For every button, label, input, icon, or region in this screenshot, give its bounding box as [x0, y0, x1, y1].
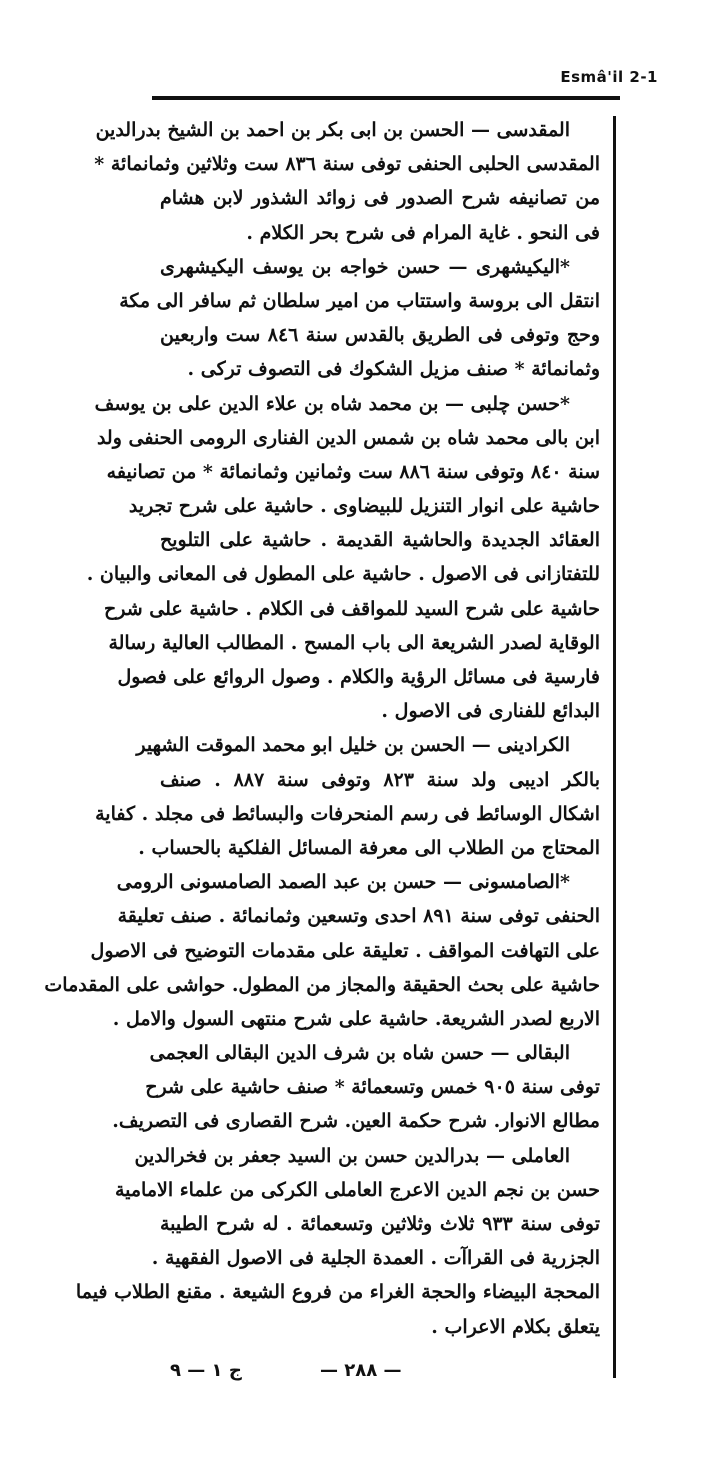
- header-code: Esmâ'il 2-1: [560, 68, 658, 86]
- text-line: مطالع الانوار. شرح حكمة العين. شرح القصارى فى التصريف.: [112, 1110, 600, 1133]
- text-line: ابن بالى محمد شاه بن شمس الدين الفنارى الرومى الحنفى ولد: [96, 426, 600, 449]
- volume-reference: ج ١ — ٩: [170, 1360, 242, 1381]
- text-line: الحنفى توفى سنة ٨٩١ احدى وتسعين وثمانمائة . صنف تعليقة: [117, 905, 600, 928]
- text-line: فارسية فى مسائل الرؤية والكلام . وصول الروائع على فصول: [117, 666, 600, 688]
- text-line: المحتاج من الطلاب الى معرفة المسائل الفلكية بالحساب .: [138, 836, 600, 859]
- text-line: المقدسى — الحسن بن ابى بكر بن احمد بن الشيخ بدرالدين: [95, 119, 570, 141]
- text-line: الكرادينى — الحسن بن خليل ابو محمد الموقت الشهير: [136, 734, 570, 757]
- text-line: الاربع لصدر الشريعة. حاشية على شرح منتهى السول والامل .: [112, 1007, 600, 1030]
- text-line: المحجة البيضاء والحجة الغراء من فروع الشيعة . مقنع الطلاب فيما: [75, 1281, 600, 1304]
- text-line: الجزرية فى القراآت . العمدة الجلية فى الاصول الفقهية .: [151, 1247, 600, 1270]
- text-line: توفى سنة ٩٠٥ خمس وتسعمائة * صنف حاشية على شرح: [145, 1076, 600, 1099]
- text-line: وثمانمائة * صنف مزيل الشكوك فى التصوف تركى .: [187, 358, 600, 381]
- text-line: *حسن چلبى — بن محمد شاه بن علاء الدين على بن يوسف: [94, 392, 570, 415]
- text-line: العاملى — بدرالدين حسن بن السيد جعفر بن فخرالدين: [134, 1144, 570, 1167]
- text-line: يتعلق بكلام الاعراب .: [431, 1315, 600, 1338]
- side-rule: [613, 116, 616, 1378]
- text-line: البقالى — حسن شاه بن شرف الدين البقالى العجمى: [149, 1042, 570, 1065]
- text-line: حاشية على شرح السيد للمواقف فى الكلام . حاشية على شرح: [104, 597, 600, 620]
- text-line: البدائع للفنارى فى الاصول .: [381, 700, 600, 723]
- text-line: *اليكيشهرى — حسن خواجه بن يوسف اليكيشهرى: [160, 255, 570, 278]
- text-line: العقائد الجديدة والحاشية القديمة . حاشية على التلويح: [160, 529, 600, 552]
- text-line: على التهافت المواقف . تعليقة على مقدمات التوضيح فى الاصول: [90, 939, 600, 962]
- text-line: سنة ٨٤٠ وتوفى سنة ٨٨٦ ست وثمانين وثمانمائة * من تصانيفه: [106, 460, 600, 483]
- text-line: فى النحو . غاية المرام فى شرح بحر الكلام .: [246, 221, 600, 244]
- text-line: اشكال الوسائط فى رسم المنحرفات والبسائط فى مجلد . كفاية: [95, 802, 600, 825]
- text-line: للتفتازانى فى الاصول . حاشية على المطول فى المعانى والبيان .: [86, 563, 600, 586]
- top-rule: [152, 96, 620, 100]
- text-line: حسن بن نجم الدين الاعرج العاملى الكركى من علماء الامامية: [114, 1178, 600, 1201]
- text-line: بالكر اديبى ولد سنة ٨٢٣ وتوفى سنة ٨٨٧ . صنف: [160, 768, 600, 791]
- text-line: توفى سنة ٩٣٣ ثلاث وثلاثين وتسعمائة . له شرح الطيبة: [160, 1213, 600, 1235]
- text-line: *الصامسونى — حسن بن عبد الصمد الصامسونى الرومى: [116, 871, 570, 894]
- text-line: المقدسى الحلبى الحنفى توفى سنة ٨٣٦ ست وثلاثين وثمانمائة *: [94, 153, 600, 176]
- text-line: حاشية على انوار التنزيل للبيضاوى . حاشية على شرح تجريد: [128, 495, 600, 518]
- text-line: وحج وتوفى فى الطريق بالقدس سنة ٨٤٦ ست واربعين: [160, 324, 601, 347]
- text-line: انتقل الى بروسة واستتاب من امير سلطان ثم سافر الى مكة: [119, 289, 600, 312]
- main-text: [44, 113, 601, 1344]
- text-line: حاشية على بحث الحقيقة والمجاز من المطول. حواشى على المقدمات: [44, 973, 600, 996]
- page-footer: [160, 1352, 600, 1392]
- text-line: من تصانيفه شرح الصدور فى زوائد الشذور لابن هشام: [160, 187, 600, 210]
- page-number: — ٢٨٨ —: [320, 1360, 402, 1381]
- text-line: الوقاية لصدر الشريعة الى باب المسح . المطالب العالية رسالة: [108, 631, 600, 654]
